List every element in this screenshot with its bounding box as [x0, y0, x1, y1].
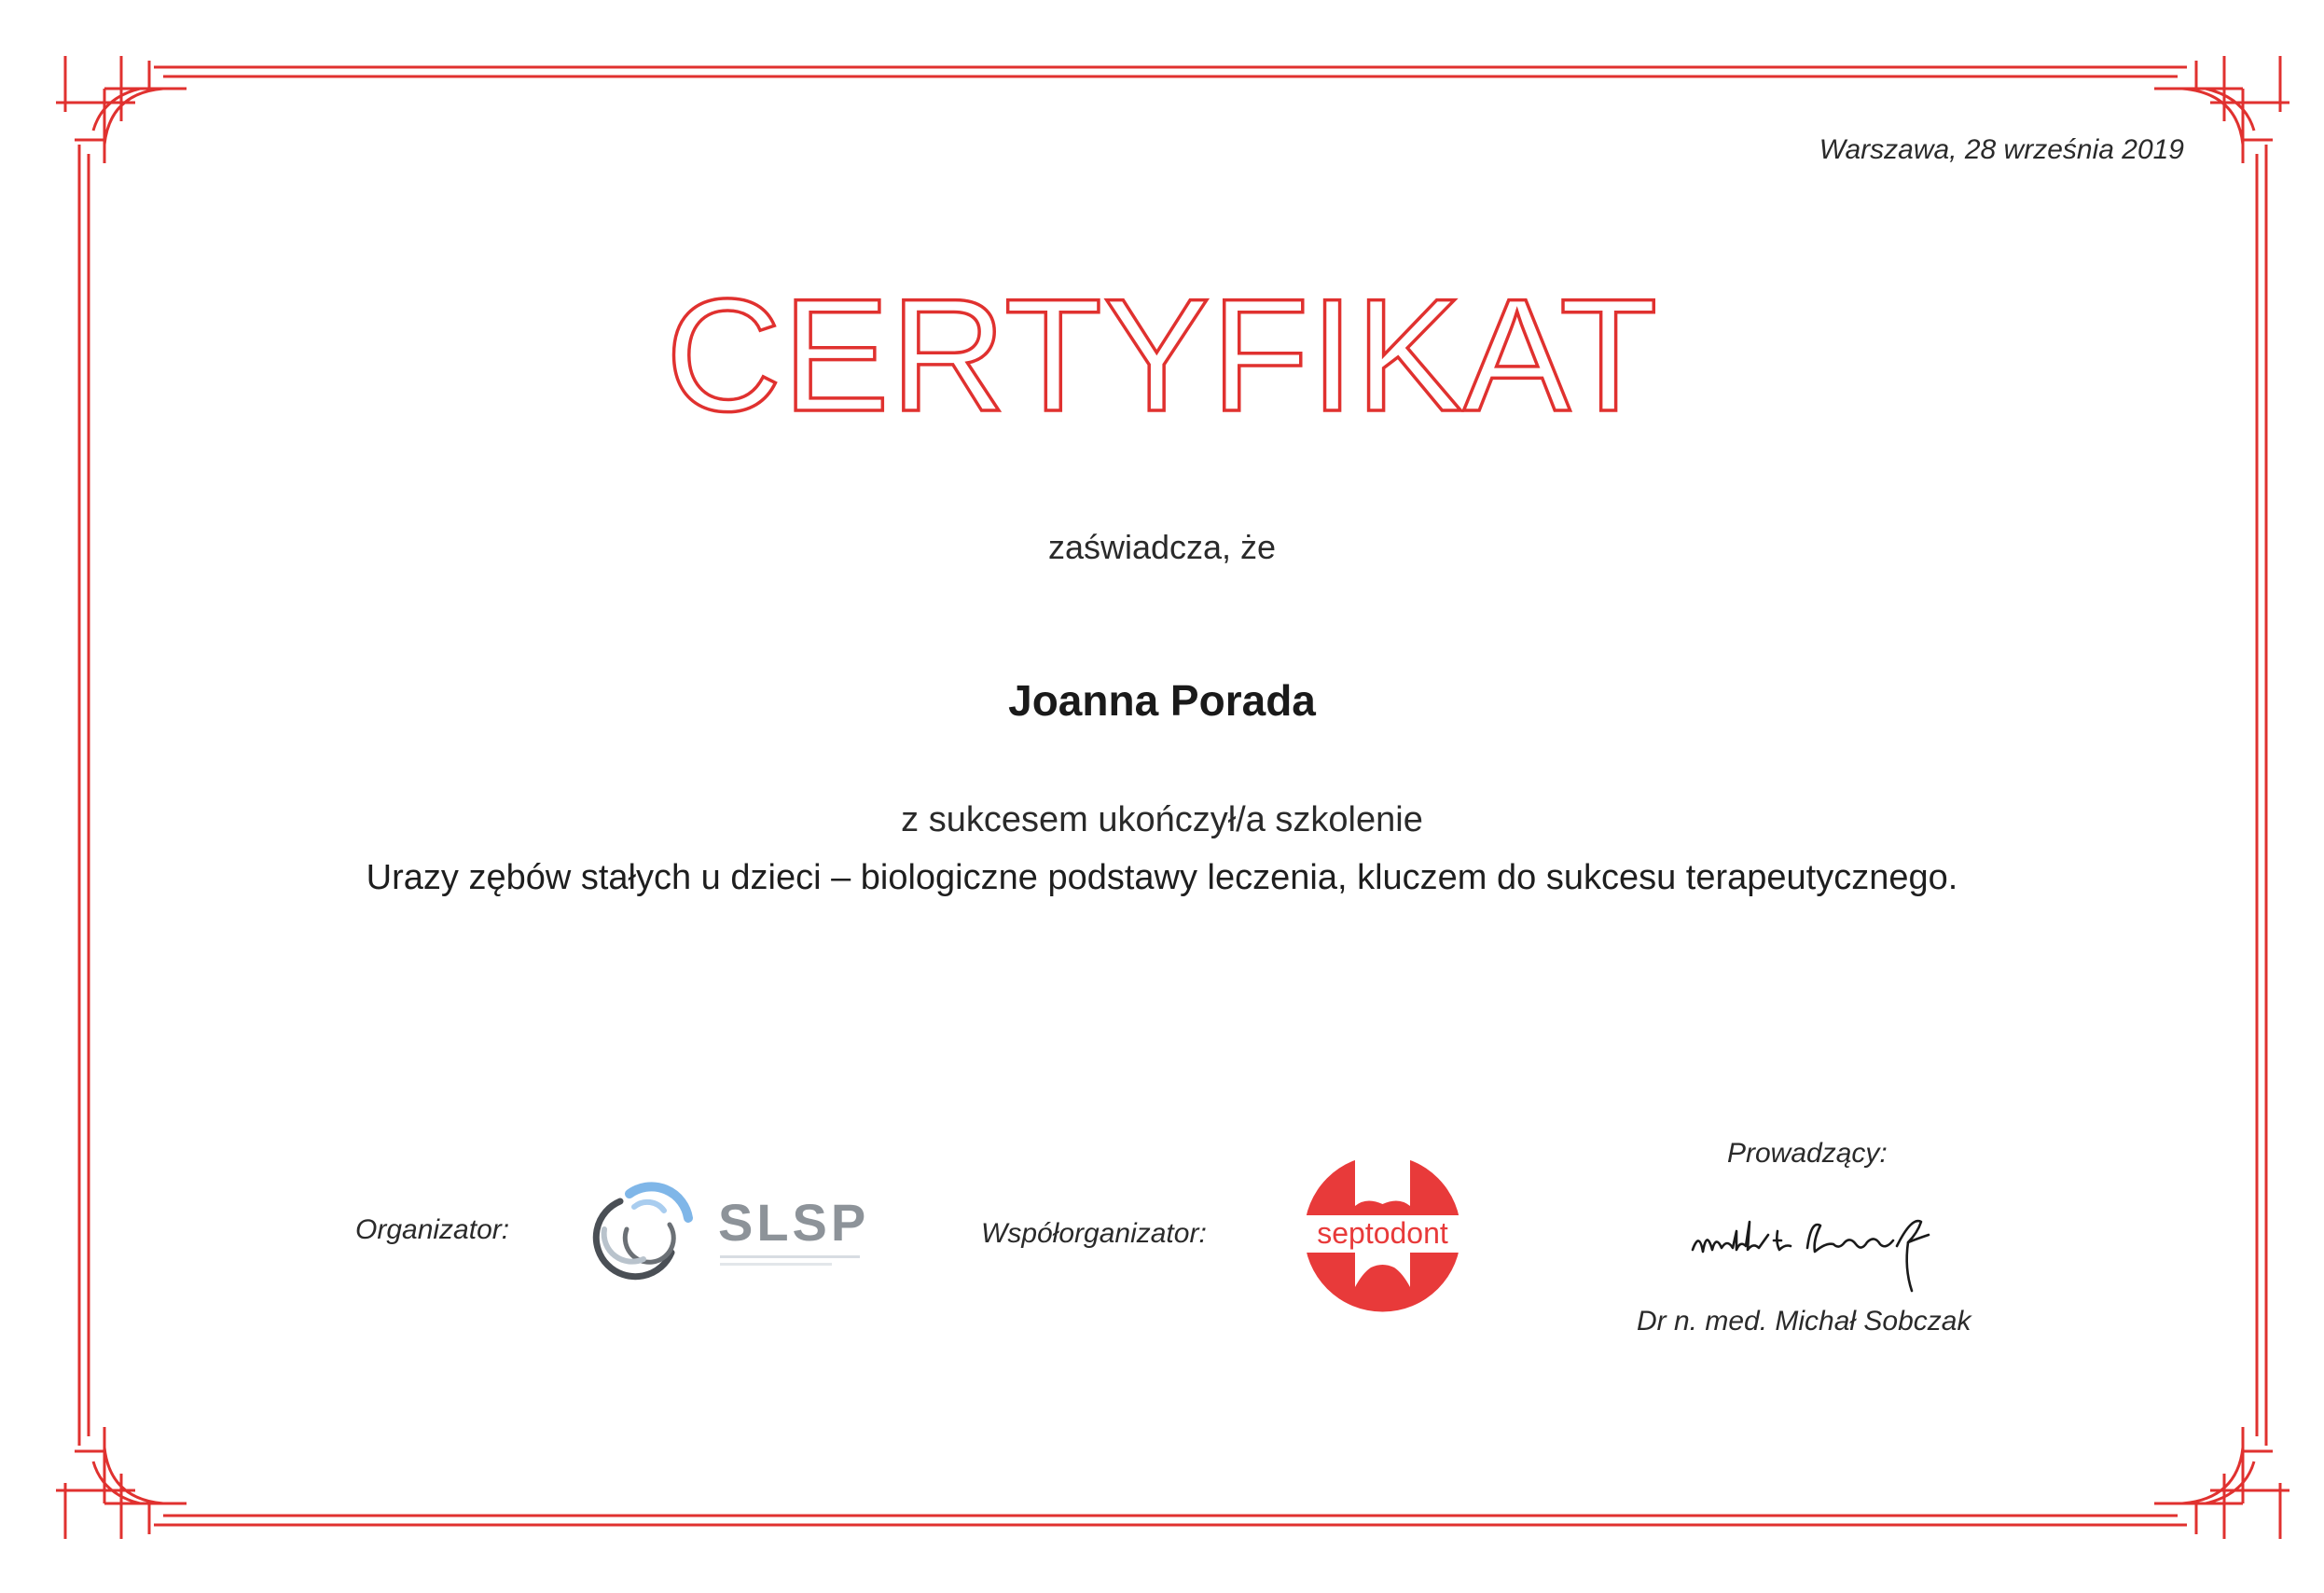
svg-text:SLSP: SLSP [718, 1193, 870, 1252]
signature [1688, 1194, 1958, 1296]
course-title: Urazy zębów stałych u dzieci – biologiczne podstawy leczenia, kluczem do sukcesu terapeutycznego. [366, 858, 1958, 897]
completion-text: z sukcesem ukończył/a szkolenie [901, 800, 1423, 839]
slsp-logo [578, 1173, 877, 1285]
coorganizer-label: Współorganizator: [981, 1218, 1207, 1249]
septodont-logo [1301, 1152, 1464, 1315]
recipient-name: Joanna Porada [1008, 676, 1316, 725]
attests-text: zaświadcza, że [1047, 528, 1277, 566]
signatory-name: Dr n. med. Michał Sobczak [1637, 1306, 1971, 1337]
organizer-label: Organizator: [355, 1214, 510, 1245]
lead-label: Prowadzący: [1727, 1138, 1888, 1169]
certificate-title: CERTYFIKAT [665, 266, 1659, 445]
corner-ornament-bottom-right [2154, 1427, 2289, 1539]
corner-ornament-bottom-left [56, 1427, 187, 1539]
issue-date: Warszawa, 28 września 2019 [1819, 134, 2184, 165]
svg-text:septodont: septodont [1317, 1216, 1448, 1250]
corner-ornament-top-left [56, 56, 187, 163]
